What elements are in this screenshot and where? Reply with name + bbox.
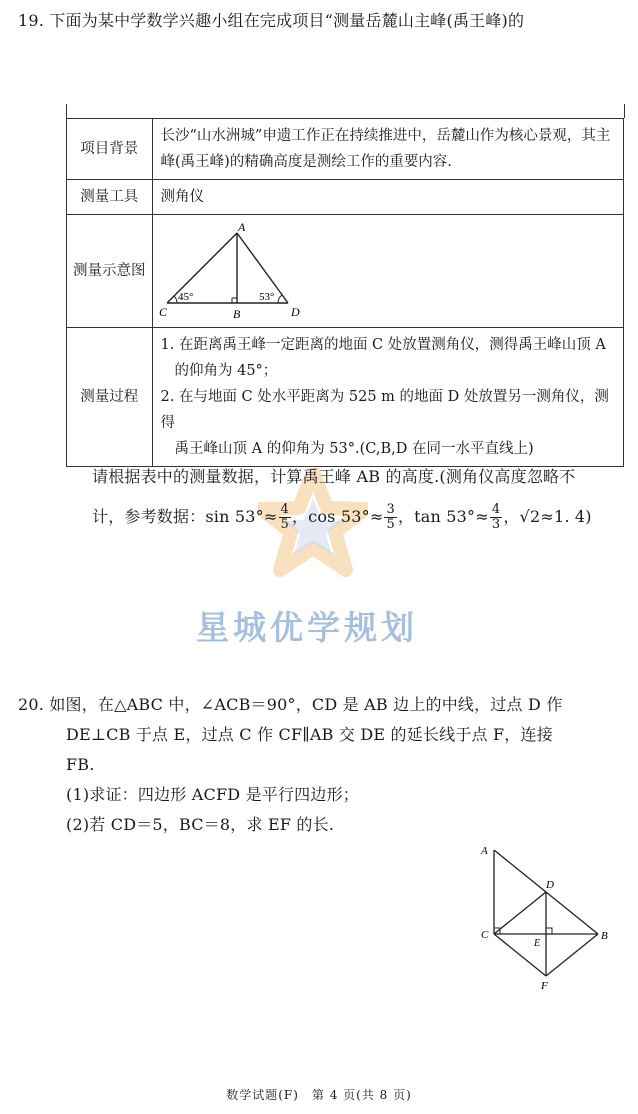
cos-label: ，cos 53°≈ (291, 507, 384, 526)
row-content (152, 119, 624, 180)
q19-ask-line2 (92, 500, 592, 534)
q20-diagram (470, 838, 620, 998)
ask-prefix: 计，参考数据：sin 53°≈ (92, 507, 278, 526)
label-b: B (601, 930, 608, 942)
row-label: 测量工具 (67, 180, 153, 215)
table-row (67, 180, 624, 215)
frac-num: 4 (491, 502, 501, 517)
sin-fraction (279, 503, 291, 532)
frac-num: 3 (386, 502, 395, 517)
row-label: 测量过程 (67, 328, 153, 467)
row-label: 测量示意图 (67, 215, 153, 328)
frac-num: 4 (280, 502, 289, 517)
text-line: 禹王峰山顶 A 的仰角为 53°.(C,B,D 在同一水平直线上) (174, 441, 534, 457)
text-line: 峰(禹王峰)的精确高度是测绘工作的重要内容. (160, 154, 452, 170)
label-b: B (232, 307, 240, 321)
label-e: E (534, 938, 541, 949)
q20-line1: 20. 如图，在△ABC 中，∠ACB＝90°，CD 是 AB 边上的中线，过点 D 作 (18, 695, 563, 714)
table-row (67, 328, 624, 467)
row-content (152, 215, 624, 328)
sqrt-label: ，√2≈1. 4) (503, 507, 592, 526)
table-border-stub (66, 104, 67, 118)
label-d: D (546, 879, 554, 891)
q20-line2: DE⊥CB 于点 E，过点 C 作 CF∥AB 交 DE 的延长线于点 F，连接 (66, 725, 553, 744)
label-c: C (481, 929, 489, 941)
watermark-text: 星城优学规划 (196, 608, 418, 647)
page-footer: 数学试题(F) 第 4 页(共 8 页) (226, 1088, 412, 1102)
frac-den: 5 (386, 517, 395, 532)
label-d: D (290, 305, 300, 319)
tan-label: ，tan 53°≈ (397, 507, 489, 526)
table-row (67, 215, 624, 328)
table-row (67, 119, 624, 180)
row-content (152, 328, 624, 467)
angle-c-label: 45° (177, 291, 193, 303)
frac-den: 5 (280, 517, 289, 532)
label-c: C (158, 305, 167, 319)
angle-d-label: 53° (258, 291, 274, 303)
text-line: 1. 在距离禹王峰一定距离的地面 C 处放置测角仪，测得禹王峰山顶 A (160, 337, 606, 353)
measurement-diagram (153, 215, 313, 327)
q20-part2: (2)若 CD＝5，BC＝8，求 EF 的长. (66, 815, 335, 834)
frac-den: 3 (491, 517, 501, 532)
label-a: A (237, 220, 245, 234)
project-table (66, 118, 624, 467)
text-line: 的仰角为 45°； (174, 363, 278, 379)
q20-line3: FB. (66, 755, 95, 774)
table-border-stub (624, 104, 625, 118)
text-line: 2. 在与地面 C 处水平距离为 525 m 的地面 D 处放置另一测角仪，测得 (160, 389, 609, 431)
row-content: 测角仪 (152, 180, 624, 215)
cos-fraction (384, 503, 396, 532)
q19-header: 19. 下面为某中学数学兴趣小组在完成项目“测量岳麓山主峰(禹王峰)的 (18, 11, 525, 30)
q19-ask-line1: 请根据表中的测量数据，计算禹王峰 AB 的高度.(测角仪高度忽略不 (92, 467, 576, 486)
label-f: F (541, 980, 548, 992)
row-label: 项目背景 (67, 119, 153, 180)
tan-fraction (490, 503, 502, 532)
q20-part1: (1)求证：四边形 ACFD 是平行四边形； (66, 785, 359, 804)
text-line: 长沙“山水洲城”申遗工作正在持续推进中，岳麓山作为核心景观，其主 (160, 128, 611, 144)
label-a: A (481, 845, 488, 857)
